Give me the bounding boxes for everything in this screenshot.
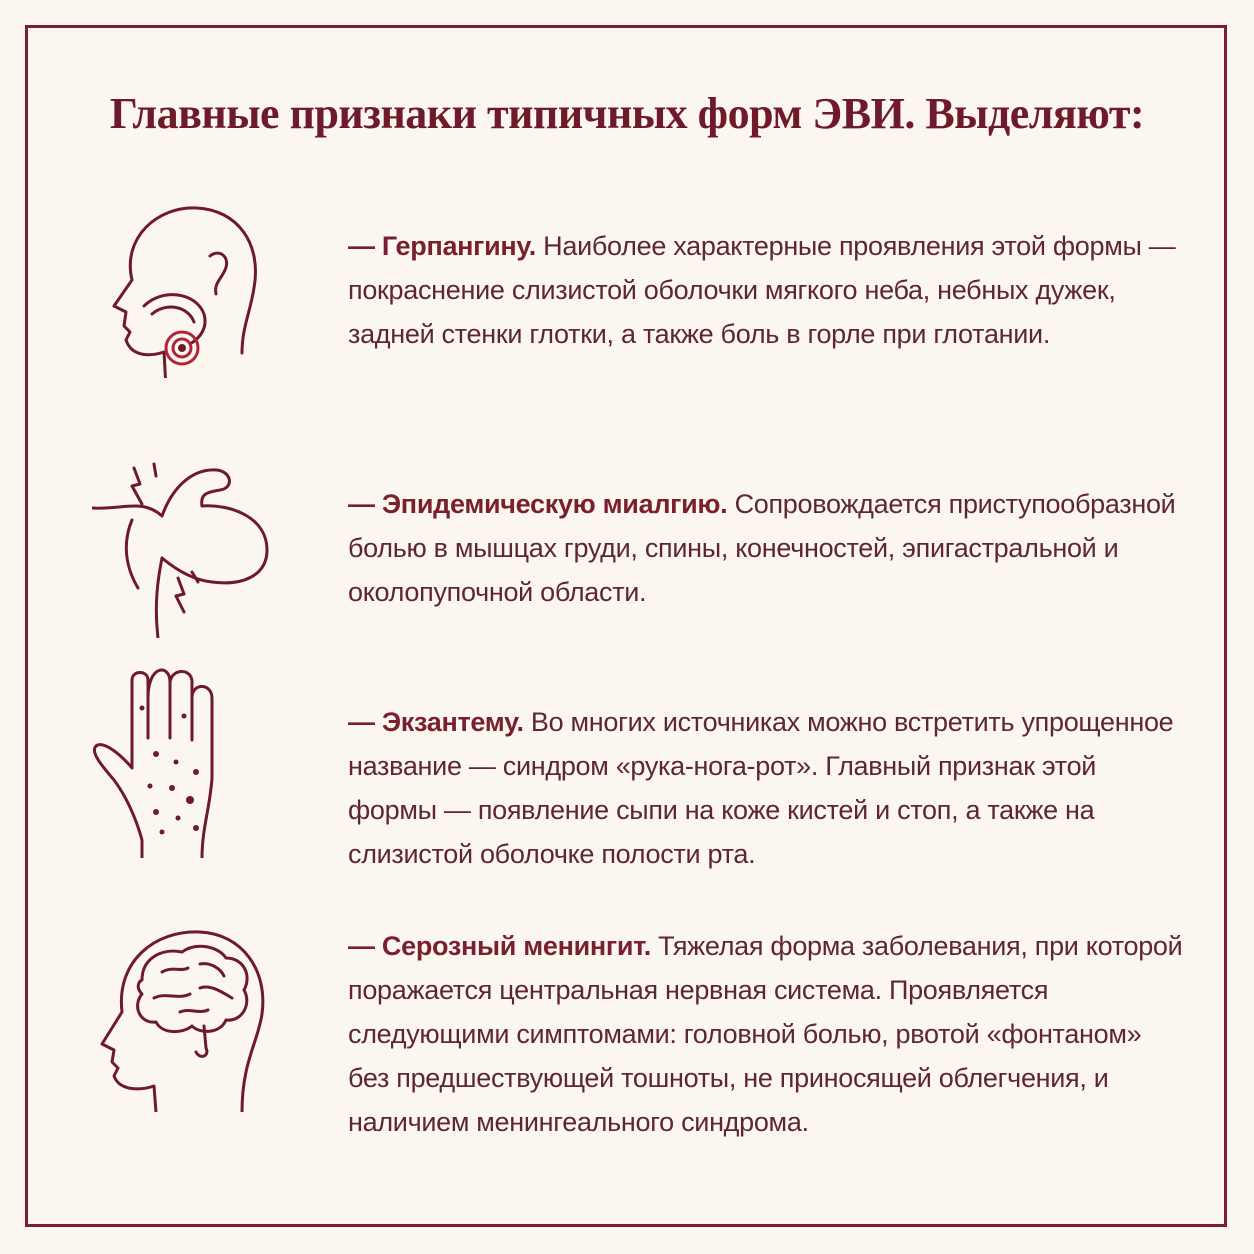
throat-pain-icon (92, 188, 282, 378)
symptom-description: Сопровождается приступообразной болью в мышцах груди, спины, конечностей, эпигастральной и околопупочной области. (348, 489, 1176, 607)
muscle-pain-icon (92, 448, 282, 638)
symptom-text-herpangina (348, 224, 1188, 356)
symptom-description: Наиболее характерные проявления этой формы — покраснение слизистой оболочки мягкого неба, небных дужек, задней стенки глотки, а также боль в горле при глотании. (348, 231, 1176, 349)
symptom-description: Во многих источниках можно встретить упрощенное название — синдром «рука-нога-рот». Главный признак этой формы — появление сыпи на коже кистей и стоп, а также на слизистой оболочке полости рта. (348, 707, 1174, 869)
symptom-lead: — Эпидемическую миалгию. (348, 489, 728, 519)
page-title: Главные признаки типичных форм ЭВИ. Выделяют: (109, 89, 1145, 138)
symptom-text-myalgia (348, 482, 1188, 614)
symptom-lead: — Серозный менингит. (348, 931, 651, 961)
symptom-description: Тяжелая форма заболевания, при которой поражается центральная нервная система. Проявляется следующими симптомами: головной болью, рвотой «фонтаном» без предшествующей тошноты, не приносящей облегчения, и наличием менингеального синдрома. (348, 931, 1183, 1137)
brain-head-icon (92, 922, 282, 1112)
rash-hand-icon (92, 668, 282, 858)
symptom-lead: — Герпангину. (348, 231, 536, 261)
symptom-text-exanthema (348, 700, 1188, 876)
symptom-text-meningitis (348, 924, 1188, 1144)
symptom-lead: — Экзантему. (348, 707, 524, 737)
